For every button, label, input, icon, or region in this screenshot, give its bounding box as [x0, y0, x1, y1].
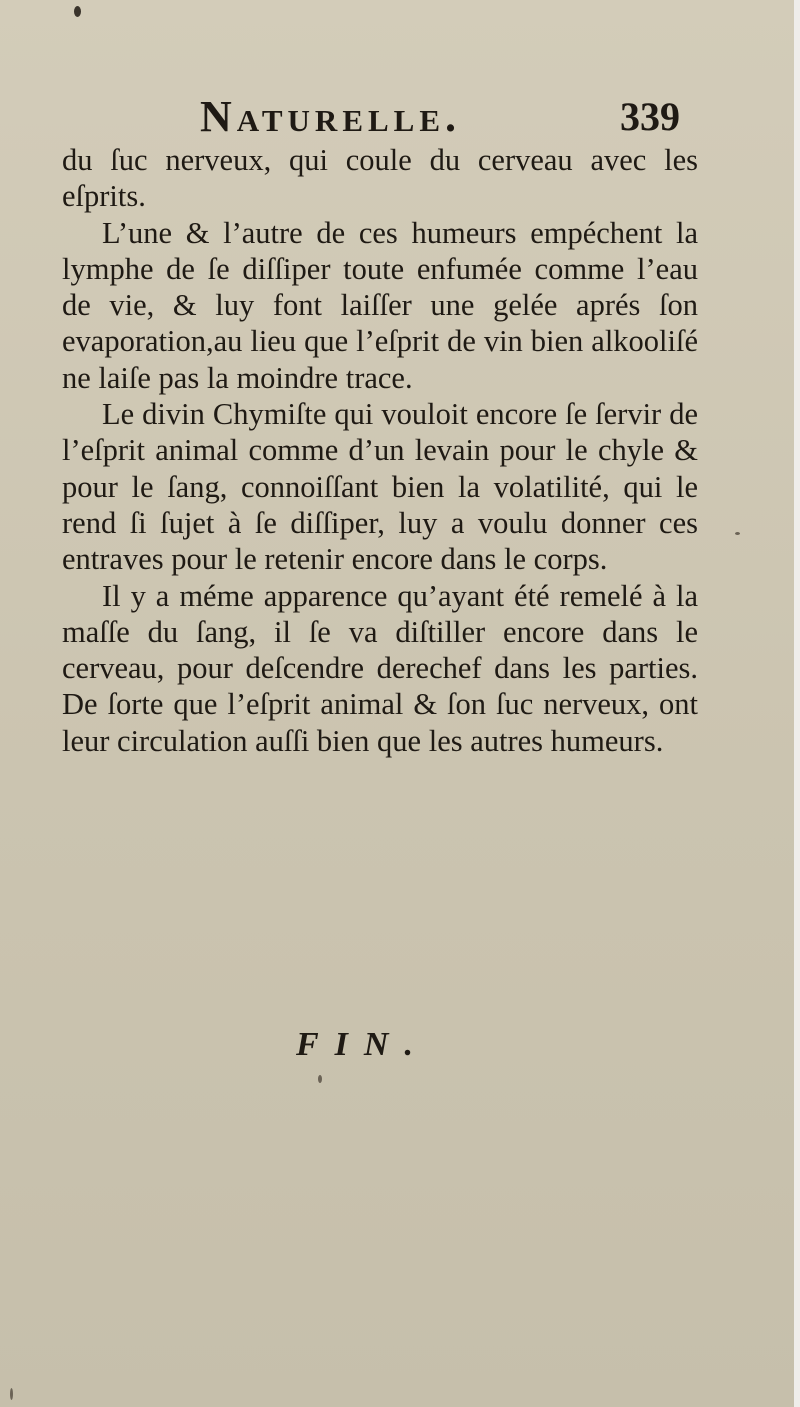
paragraph: Il y a méme apparence qu’ayant été remelé à la maſſe du ſang, il ſe va diſtiller encore dans le cerveau, pour deſcendre derechef dans les parties. De ſorte que l’eſprit animal & ſon ſuc nerveux, ont leur circulation auſſi bien que les autres humeurs. [62, 578, 698, 758]
paragraph: L’une & l’autre de ces humeurs empéchent la lymphe de ſe diſſiper toute enfumée comme l’eau de vie, & luy font laiſſer une gelée aprés ſon evaporation,au lieu que l’eſprit de vin bien alkooliſé ne laiſe pas la moindre trace. [62, 215, 698, 395]
paragraph-continuation: du ſuc nerveux, qui coule du cerveau avec les eſprits. [62, 143, 698, 214]
paper-speck [735, 532, 740, 535]
paper-speck [318, 1075, 322, 1083]
page-number: 339 [620, 94, 680, 139]
body-text [62, 142, 698, 759]
running-head-title: Naturelle. [200, 92, 462, 141]
ink-blot [74, 6, 81, 17]
running-head [200, 92, 700, 142]
page-edge [794, 0, 800, 1407]
paragraph: Le divin Chymiſte qui vouloit encore ſe ſervir de l’eſprit animal comme d’un levain pour le chyle & pour le ſang, connoiſſant bien la volatilité, qui le rend ſi ſujet à ſe diſſiper, luy a voulu donner ces entraves pour le retenir encore dans le corps. [62, 397, 698, 577]
paper-speck [10, 1388, 13, 1400]
finis-closing: FIN. [296, 1026, 429, 1063]
